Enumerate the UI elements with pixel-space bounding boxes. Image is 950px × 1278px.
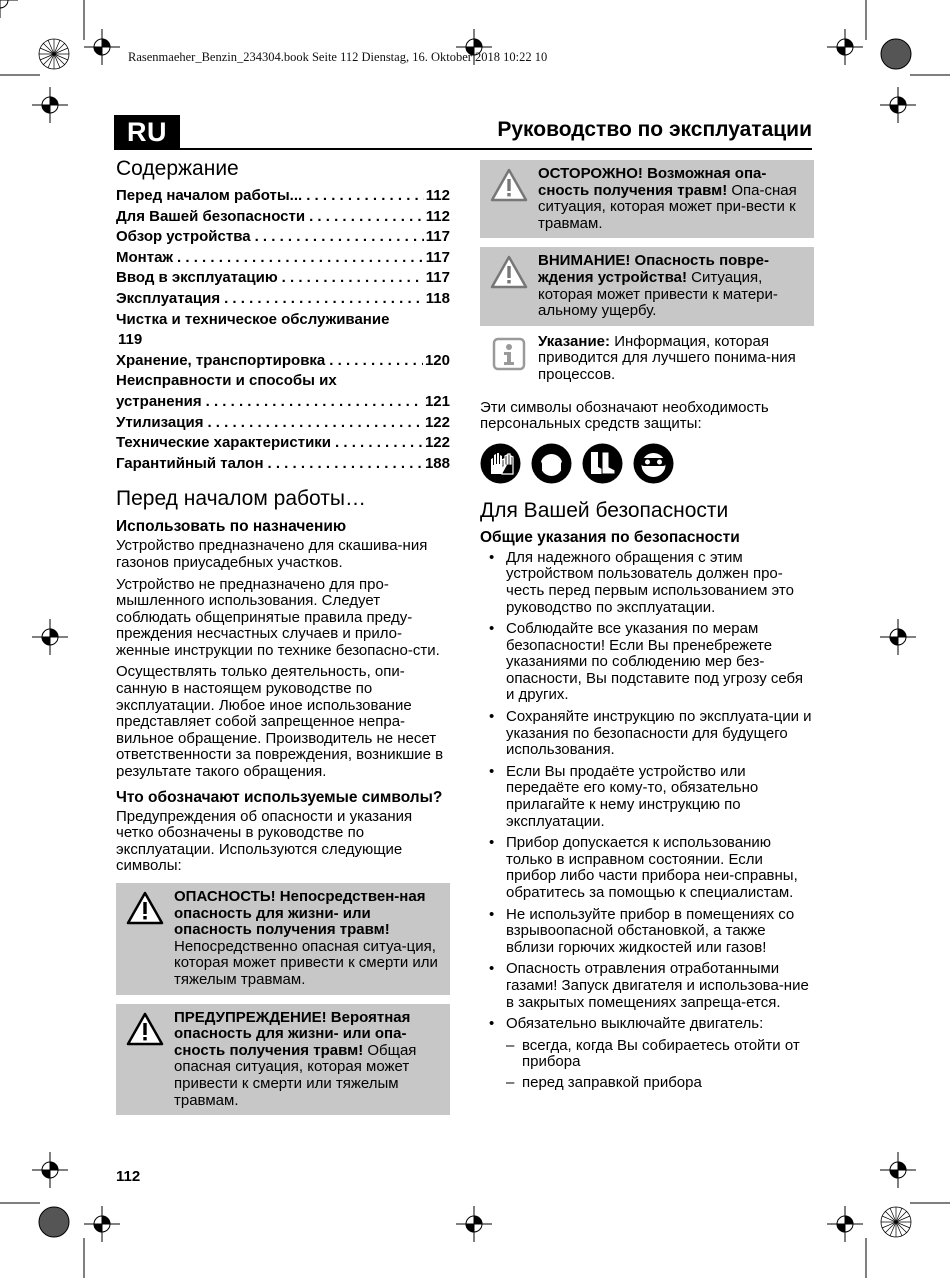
notice-attention-title: ВНИМАНИЕ! Опасность повре-ждения устройства! — [538, 252, 770, 286]
page-number: 112 — [116, 1168, 141, 1185]
toc-entry[interactable]: Перед началом работы... . . . 112 — [116, 186, 450, 207]
notice-danger — [116, 883, 450, 995]
toc-heading: Содержание — [116, 157, 239, 180]
warning-triangle-icon — [126, 1012, 164, 1046]
ppe-intro: Эти символы обозначают необходимость персональных средств защиты: — [480, 398, 769, 433]
list-item: • Прибор допускается к использованию только в исправном состоянии. Если прибор либо части прибора неи-справны, обратитесь за помощью к специалистам. — [480, 835, 814, 901]
toc-entry[interactable]: Утилизация . . . 122 — [116, 413, 450, 434]
document-title: Руководство по эксплуатации — [497, 118, 812, 141]
notice-caution — [480, 160, 814, 238]
left-column — [116, 156, 450, 1115]
toc-entry[interactable]: Эксплуатация . . . 118 — [116, 289, 450, 310]
section-heading-before-work: Перед началом работы… — [116, 487, 366, 511]
print-header: Rasenmaeher_Benzin_234304.book Seite 112 Dienstag, 16. Oktober 2018 10:22 10 — [128, 50, 548, 64]
toc-entry[interactable]: Монтаж . . . 117 — [116, 248, 450, 269]
right-column — [480, 160, 814, 1096]
list-item: • Обязательно выключайте двигатель: — [480, 1016, 814, 1033]
subheading-intended-use: Использовать по назначению — [116, 518, 347, 536]
toc-entry[interactable]: Чистка и техническое обслуживание 119 — [116, 310, 390, 349]
list-item: – всегда, когда Вы собираетесь отойти от прибора — [480, 1038, 814, 1071]
notice-info-title: Указание: — [538, 332, 611, 350]
gloves-icon — [480, 443, 521, 484]
info-icon — [491, 336, 527, 372]
list-item: • Не используйте прибор в помещениях со взрывоопасной обстановкой, а также вблизи горючих жидкостей или газов! — [480, 907, 814, 957]
list-item: • Если Вы продаёте устройство или передаёте его кому-то, обязательно прилагайте к нему инструкцию по эксплуатации. — [480, 764, 814, 830]
safety-boots-icon — [582, 443, 623, 484]
notice-warning-text: Общая опасная ситуация, которая может привести к смерти или тяжелым травмам. — [174, 1041, 417, 1109]
notice-info — [480, 328, 814, 390]
toc-entry[interactable]: Неисправности и способы их устранения . . . 121 — [116, 371, 450, 412]
toc-entry[interactable]: Гарантийный талон . . . 188 — [116, 454, 450, 475]
notice-attention — [480, 247, 814, 325]
ear-protection-icon — [531, 443, 572, 484]
table-of-contents — [116, 186, 450, 474]
safety-goggles-icon — [633, 443, 674, 484]
safety-bullet-list — [480, 550, 814, 1033]
toc-entry[interactable]: Ввод в эксплуатацию . . . 117 — [116, 268, 450, 289]
list-item: • Опасность отравления отработанными газами! Запуск двигателя и использова-ние в закрытых помещениях запреща-ется. — [480, 961, 814, 1011]
ppe-icons — [480, 443, 814, 484]
list-item: – перед заправкой прибора — [480, 1075, 814, 1092]
section-heading-safety: Для Вашей безопасности — [480, 498, 729, 522]
paragraph: Предупреждения об опасности и указания четко обозначены в руководстве по эксплуатации. Используются следующие символы: — [116, 807, 413, 875]
toc-entry[interactable]: Для Вашей безопасности . . . 112 — [116, 207, 450, 228]
engine-off-sublist — [480, 1038, 814, 1092]
paragraph: Устройство предназначено для скашива-ния газонов приусадебных участков. — [116, 537, 428, 571]
warning-triangle-icon — [126, 891, 164, 925]
notice-warning-title: ПРЕДУПРЕЖДЕНИЕ! Вероятная опасность для жизни- или опа-сность получения травм! — [174, 1008, 411, 1059]
paragraph: Осуществлять только деятельность, опи-санную в настоящем руководстве по эксплуатации. Любое иное использование представляет собой запрещенное непра-вильное обращение. Производитель не несет ответственности за повреждения, возникшие в результате такого обращения. — [116, 663, 444, 781]
notice-warning — [116, 1004, 450, 1116]
notice-danger-title: ОПАСНОСТЬ! Непосредствен-ная опасность для жизни- или опасность получения травм! — [174, 888, 426, 939]
list-item: • Соблюдайте все указания по мерам безопасности! Если Вы пренебрежете указаниями по соблюдению мер без-опасности, Вы подставите под угрозу себя и других. — [480, 621, 814, 704]
notice-attention-text: Ситуация, которая может привести к матери-альному ущербу. — [538, 268, 778, 320]
subheading-symbols: Что обозначают используемые символы? — [116, 788, 443, 806]
notice-caution-text: Опа-сная ситуация, которая может при-вести к травмам. — [538, 181, 797, 232]
notice-caution-title: ОСТОРОЖНО! Возможная опа-сность получения травм! — [538, 165, 767, 199]
list-item: • Для надежного обращения с этим устройством пользователь должен про-честь перед первым использованием это руководство по эксплуатации. — [480, 550, 814, 616]
toc-entry[interactable]: Обзор устройства . . . 117 — [116, 227, 450, 248]
subheading-general-safety: Общие указания по безопасности — [480, 528, 740, 546]
language-badge: RU — [114, 115, 180, 150]
header-rule — [114, 148, 812, 150]
toc-entry[interactable]: Хранение, транспортировка . . . 120 — [116, 351, 450, 372]
warning-triangle-icon — [490, 255, 528, 289]
warning-triangle-icon — [490, 168, 528, 202]
notice-danger-text: Непосредственно опасная ситуа-ция, которая может привести к смерти или тяжелым травмам. — [174, 937, 438, 988]
toc-entry[interactable]: Технические характеристики . . . 122 — [116, 433, 450, 454]
paragraph: Устройство не предназначено для про-мышленного использования. Следует соблюдать общепринятые правила преду-преждения несчастных случаев и прило-женные инструкции по технике безопасно-сти. — [116, 575, 440, 659]
notice-info-text: Информация, которая приводится для лучшего понима-ния процессов. — [538, 332, 796, 383]
list-item: • Сохраняйте инструкцию по эксплуата-ции и указания по безопасности для будущего использования. — [480, 709, 814, 759]
